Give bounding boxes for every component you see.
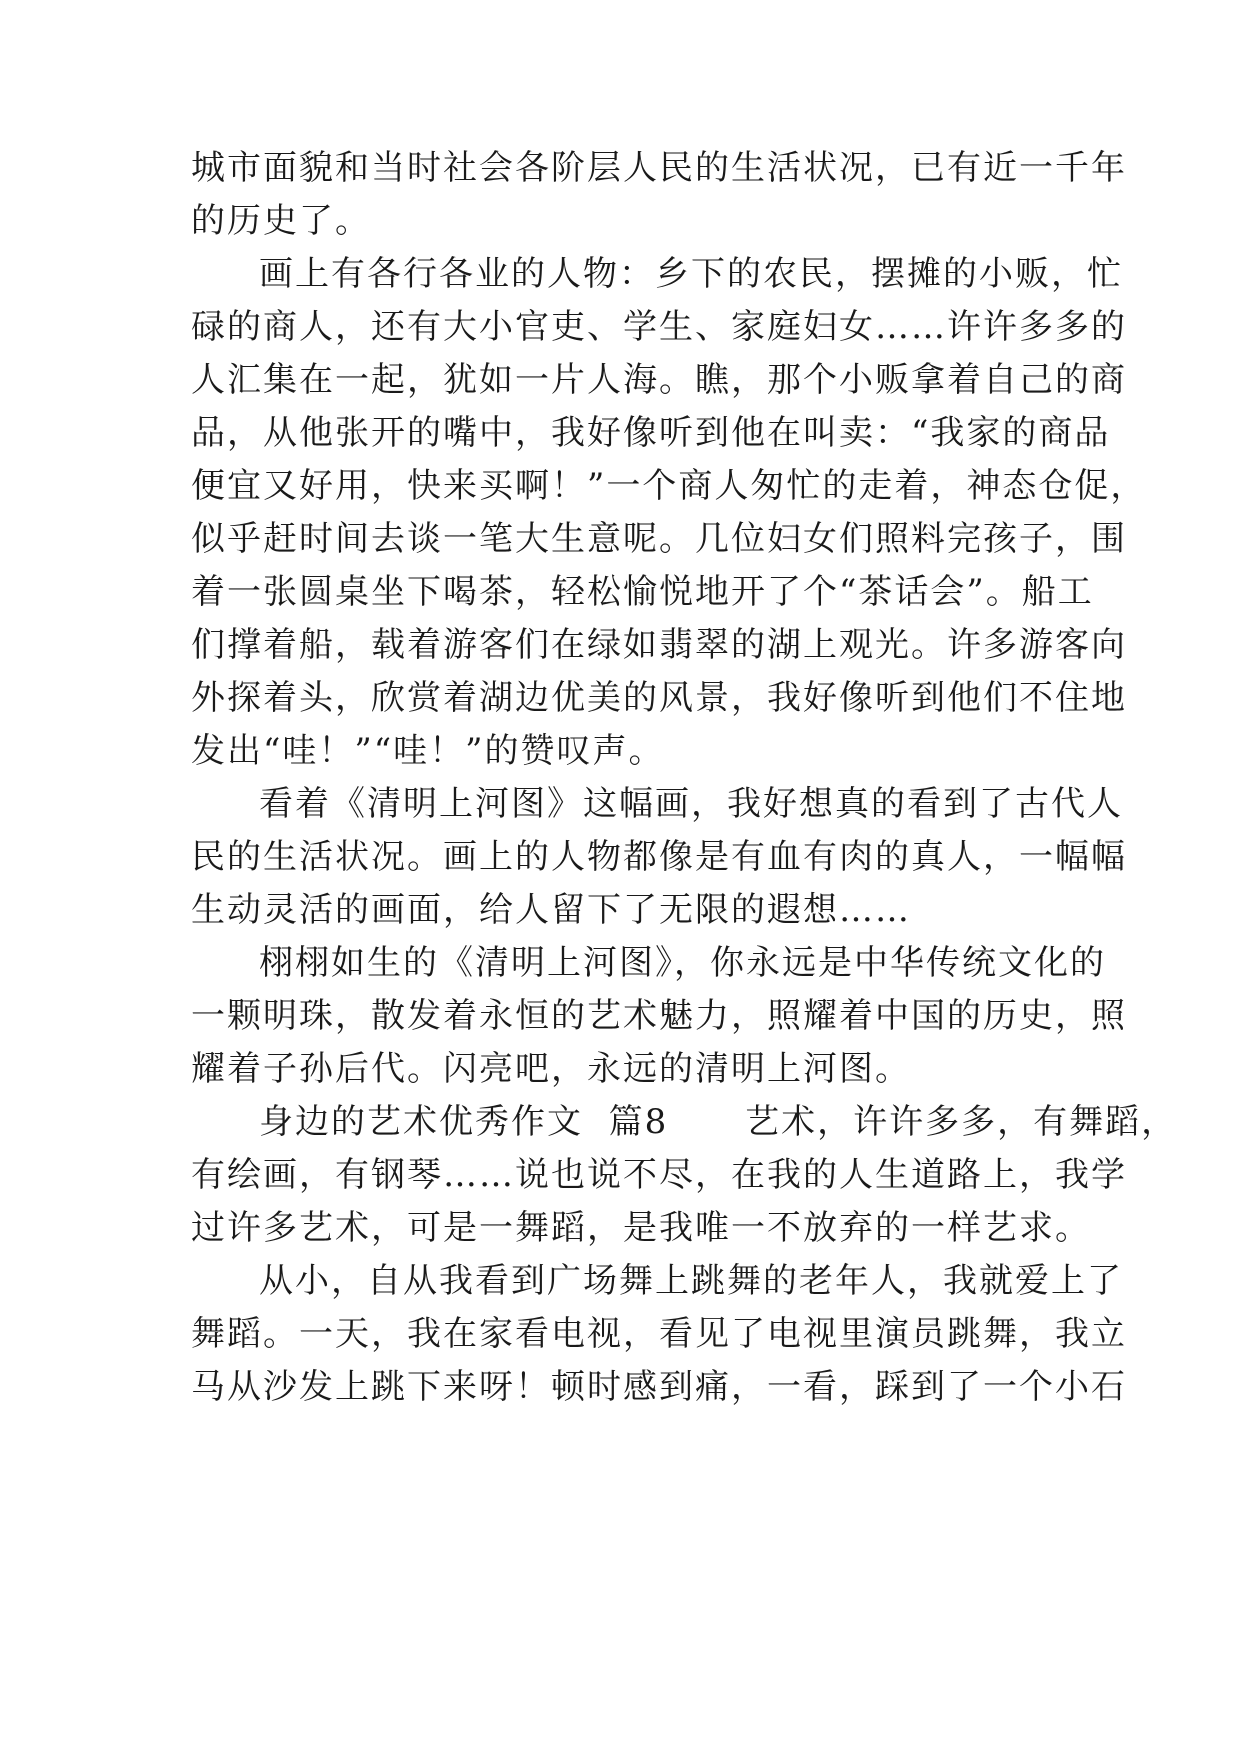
text-line: 一颗明珠，散发着永恒的艺术魅力，照耀着中国的历史，照 xyxy=(191,996,1127,1036)
text-line: 碌的商人，还有大小官吏、学生、家庭妇女……许许多多的 xyxy=(191,307,1127,347)
text-line: 们撑着船，载着游客们在绿如翡翠的湖上观光。许多游客向 xyxy=(191,625,1127,665)
text-line: 舞蹈。一天，我在家看电视，看见了电视里演员跳舞，我立 xyxy=(191,1314,1127,1354)
text-line: 外探着头，欣赏着湖边优美的风景，我好像听到他们不住地 xyxy=(191,678,1127,718)
paragraph-first-line: 画上有各行各业的人物：乡下的农民，摆摊的小贩，忙 xyxy=(259,254,1123,294)
text-line: 耀着子孙后代。闪亮吧，永远的清明上河图。 xyxy=(191,1049,911,1089)
paragraph-first-line: 从小，自从我看到广场舞上跳舞的老年人，我就爱上了 xyxy=(259,1261,1123,1301)
text-line: 有绘画，有钢琴……说也说不尽，在我的人生道路上，我学 xyxy=(191,1155,1127,1195)
text-line: 城市面貌和当时社会各阶层人民的生活状况，已有近一千年 xyxy=(191,148,1127,188)
text-line: 马从沙发上跳下来呀！顿时感到痛，一看，踩到了一个小石 xyxy=(191,1367,1127,1407)
text-line: 发出“哇！”“哇！”的赞叹声。 xyxy=(191,731,665,771)
text-line: 似乎赶时间去谈一笔大生意呢。几位妇女们照料完孩子，围 xyxy=(191,519,1127,559)
text-line: 人汇集在一起，犹如一片人海。瞧，那个小贩拿着自己的商 xyxy=(191,360,1127,400)
text-line: 的历史了。 xyxy=(191,201,371,241)
text-line: 便宜又好用，快来买啊！”一个商人匆忙的走着，神态仓促， xyxy=(191,466,1147,506)
text-line: 过许多艺术，可是一舞蹈，是我唯一不放弃的一样艺求。 xyxy=(191,1208,1091,1248)
paragraph-first-line: 栩栩如生的《清明上河图》，你永远是中华传统文化的 xyxy=(259,943,1106,983)
text-line: 生动灵活的画面，给人留下了无限的遐想…… xyxy=(191,890,911,930)
paragraph-first-line: 看着《清明上河图》这幅画，我好想真的看到了古代人 xyxy=(259,784,1123,824)
text-line: 着一张圆桌坐下喝茶，轻松愉悦地开了个“茶话会”。船工 xyxy=(191,572,1094,612)
section-heading-line: 身边的艺术优秀作文 篇8 艺术，许许多多，有舞蹈， xyxy=(259,1102,1178,1142)
text-line: 民的生活状况。画上的人物都像是有血有肉的真人，一幅幅 xyxy=(191,837,1127,877)
text-line: 品，从他张开的嘴中，我好像听到他在叫卖：“我家的商品 xyxy=(191,413,1111,453)
